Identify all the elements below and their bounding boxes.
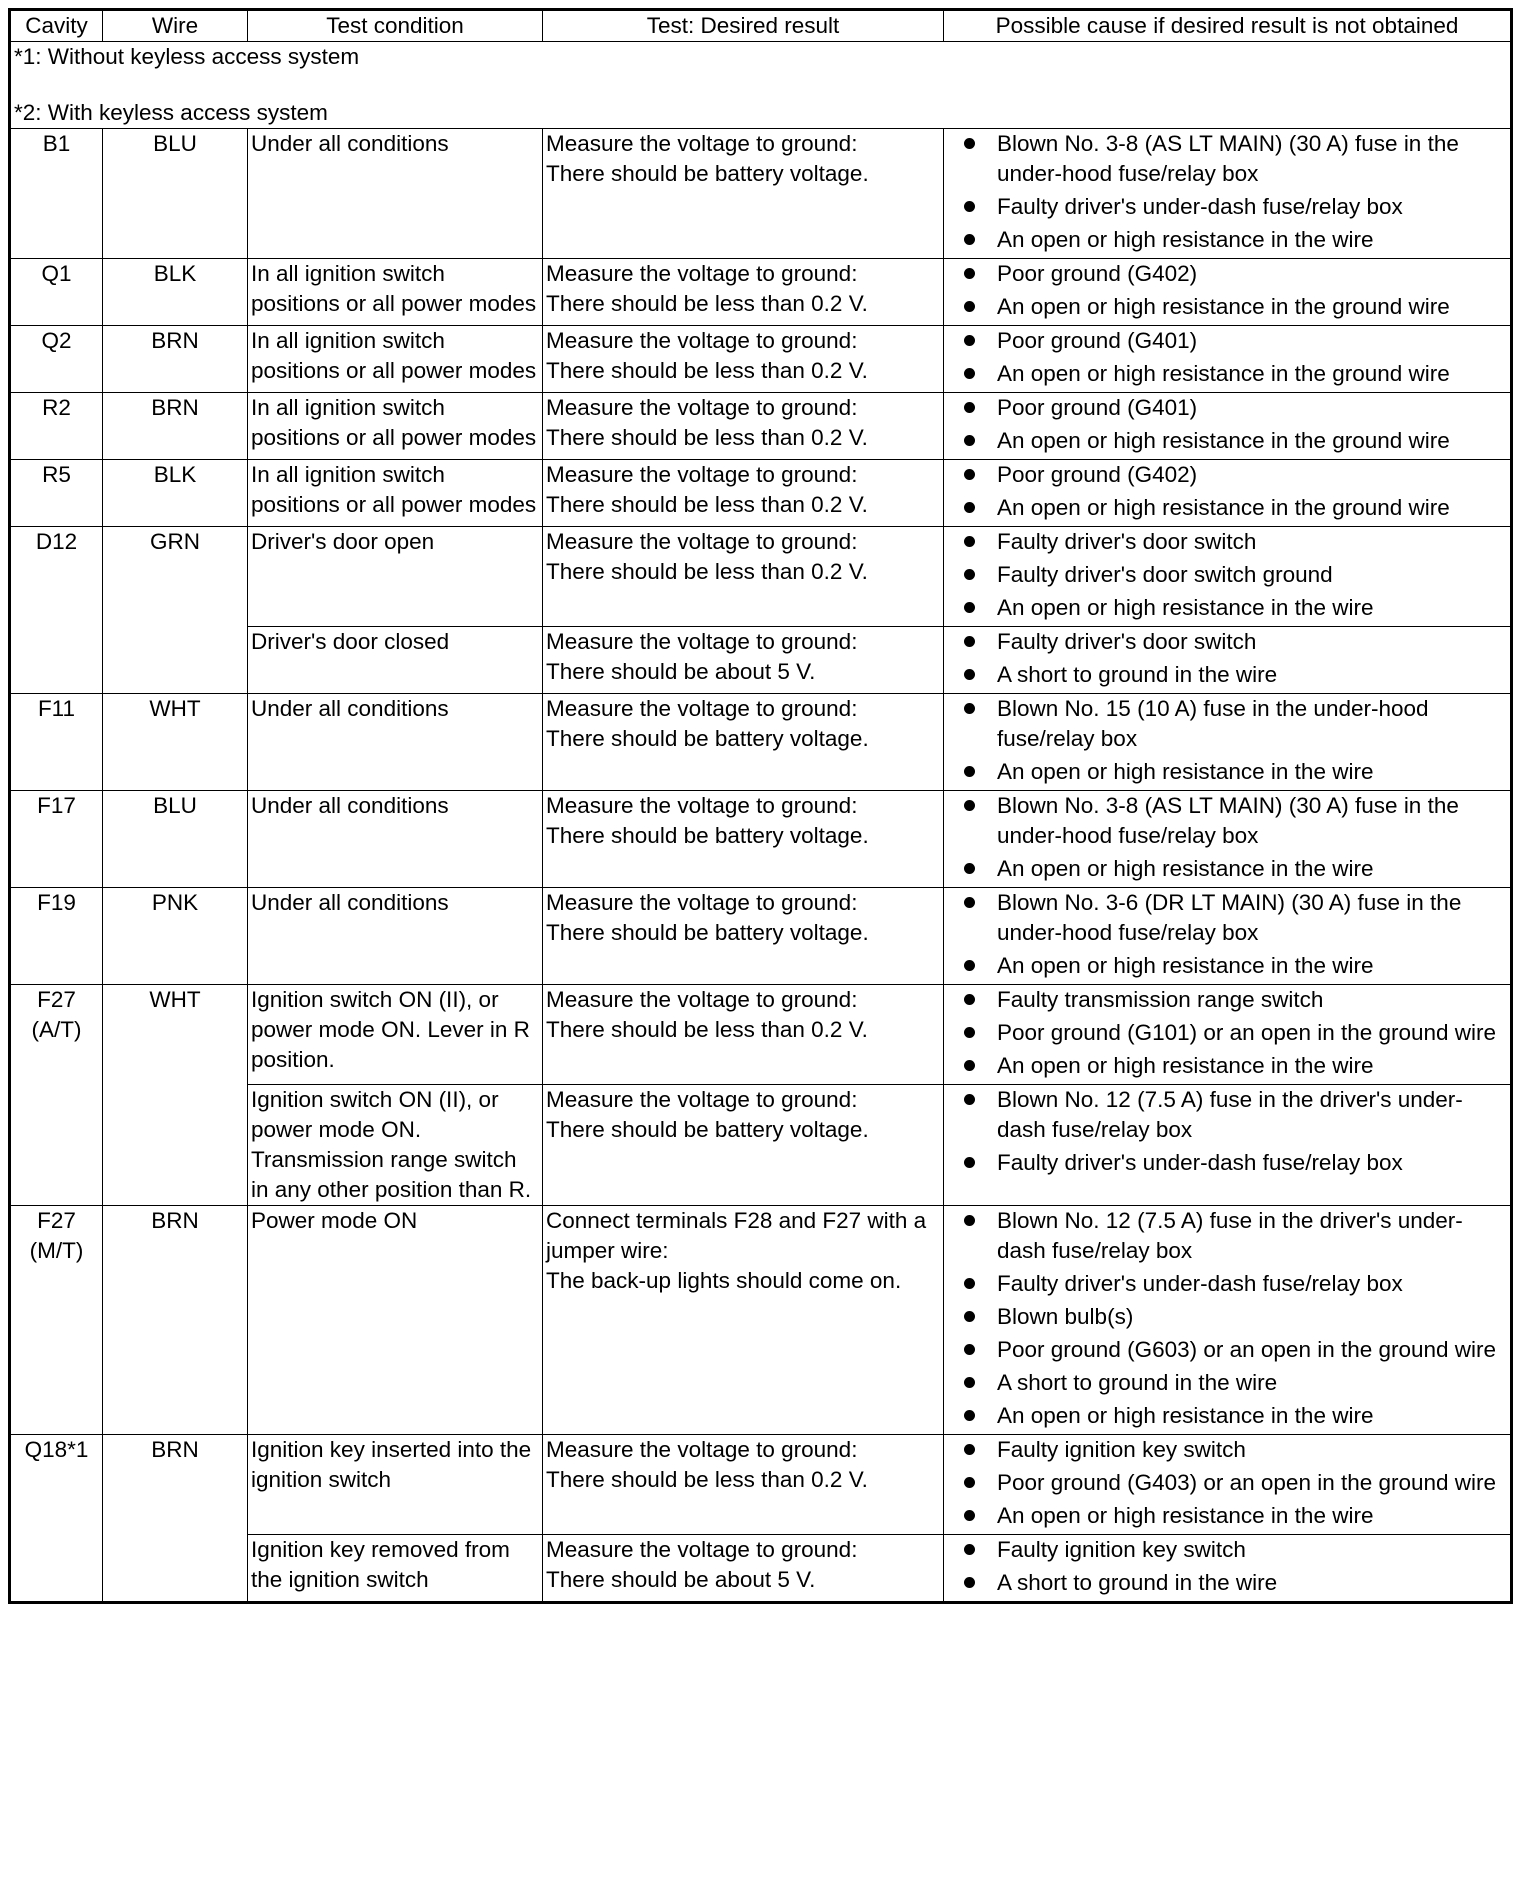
cause-item: Blown No. 15 (10 A) fuse in the under-hood fuse/relay box — [964, 694, 1507, 754]
table-row — [10, 888, 1512, 985]
cause-item: An open or high resistance in the wire — [964, 1051, 1507, 1081]
cause-item: An open or high resistance in the ground wire — [964, 292, 1507, 322]
desired-result-cell: Measure the voltage to ground: There should be less than 0.2 V. — [543, 985, 944, 1085]
cause-item: Blown No. 12 (7.5 A) fuse in the driver's under-dash fuse/relay box — [964, 1206, 1507, 1266]
cause-item: An open or high resistance in the wire — [964, 225, 1507, 255]
wire-cell: BLK — [103, 259, 248, 326]
wire-cell: BRN — [103, 1206, 248, 1435]
cause-item: An open or high resistance in the wire — [964, 757, 1507, 787]
cavity-cell: Q1 — [10, 259, 103, 326]
possible-cause-cell — [944, 791, 1512, 888]
cavity-cell: B1 — [10, 129, 103, 259]
test-condition-cell: Power mode ON — [248, 1206, 543, 1435]
document — [8, 8, 1510, 1604]
footnote-2: *2: With keyless access system — [14, 100, 328, 125]
cause-list — [947, 326, 1507, 389]
desired-result-cell: Measure the voltage to ground: There should be battery voltage. — [543, 791, 944, 888]
test-condition-cell: Ignition key removed from the ignition switch — [248, 1535, 543, 1603]
cause-item: Poor ground (G402) — [964, 460, 1507, 490]
table-row — [10, 527, 1512, 627]
cause-list — [947, 1535, 1507, 1598]
cavity-cell: Q18*1 — [10, 1435, 103, 1603]
desired-result-cell: Measure the voltage to ground: There should be less than 0.2 V. — [543, 326, 944, 393]
wire-cell: WHT — [103, 694, 248, 791]
cause-item: Faulty ignition key switch — [964, 1435, 1507, 1465]
possible-cause-cell — [944, 129, 1512, 259]
table-row — [10, 985, 1512, 1085]
possible-cause-cell — [944, 627, 1512, 694]
desired-result-cell: Measure the voltage to ground: There should be battery voltage. — [543, 129, 944, 259]
cause-item: Faulty driver's under-dash fuse/relay box — [964, 1269, 1507, 1299]
header-desired-result: Test: Desired result — [543, 10, 944, 42]
wire-cell: BLU — [103, 791, 248, 888]
header-cavity: Cavity — [10, 10, 103, 42]
wire-cell: BRN — [103, 393, 248, 460]
desired-result-cell: Measure the voltage to ground: There should be less than 0.2 V. — [543, 460, 944, 527]
cause-item: Faulty driver's door switch ground — [964, 560, 1507, 590]
cause-list — [947, 460, 1507, 523]
header-possible-cause: Possible cause if desired result is not obtained — [944, 10, 1512, 42]
desired-result-cell: Measure the voltage to ground: There should be less than 0.2 V. — [543, 393, 944, 460]
cause-list — [947, 1435, 1507, 1531]
table-row — [10, 694, 1512, 791]
possible-cause-cell — [944, 259, 1512, 326]
test-condition-cell: In all ignition switch positions or all power modes — [248, 393, 543, 460]
test-condition-cell: Under all conditions — [248, 129, 543, 259]
cavity-cell: Q2 — [10, 326, 103, 393]
cavity-cell: F11 — [10, 694, 103, 791]
cause-item: Poor ground (G402) — [964, 259, 1507, 289]
wire-cell: BLU — [103, 129, 248, 259]
test-condition-cell: Ignition switch ON (II), or power mode ON. Lever in R position. — [248, 985, 543, 1085]
cause-item: Faulty transmission range switch — [964, 985, 1507, 1015]
desired-result-cell: Measure the voltage to ground: There should be battery voltage. — [543, 1085, 944, 1206]
wire-cell: BRN — [103, 1435, 248, 1603]
cause-item: Faulty ignition key switch — [964, 1535, 1507, 1565]
test-condition-cell: In all ignition switch positions or all power modes — [248, 460, 543, 527]
possible-cause-cell — [944, 393, 1512, 460]
test-condition-cell: In all ignition switch positions or all power modes — [248, 259, 543, 326]
cause-list — [947, 888, 1507, 981]
possible-cause-cell — [944, 1535, 1512, 1603]
wire-cell: BRN — [103, 326, 248, 393]
test-condition-cell: Ignition switch ON (II), or power mode ON. Transmission range switch in any other position than R. — [248, 1085, 543, 1206]
cause-item: Blown bulb(s) — [964, 1302, 1507, 1332]
test-condition-cell: Under all conditions — [248, 791, 543, 888]
table-row — [10, 393, 1512, 460]
cause-list — [947, 129, 1507, 255]
cause-item: Faulty driver's door switch — [964, 627, 1507, 657]
cause-item: Poor ground (G401) — [964, 326, 1507, 356]
table-row — [10, 259, 1512, 326]
possible-cause-cell — [944, 1435, 1512, 1535]
table-row — [10, 460, 1512, 527]
test-condition-cell: Under all conditions — [248, 888, 543, 985]
possible-cause-cell — [944, 527, 1512, 627]
cause-item: Faulty driver's under-dash fuse/relay box — [964, 1148, 1507, 1178]
cause-item: Blown No. 3-6 (DR LT MAIN) (30 A) fuse in the under-hood fuse/relay box — [964, 888, 1507, 948]
desired-result-cell: Measure the voltage to ground: There should be battery voltage. — [543, 694, 944, 791]
cause-list — [947, 1085, 1507, 1178]
cause-item: A short to ground in the wire — [964, 660, 1507, 690]
cause-item: Blown No. 3-8 (AS LT MAIN) (30 A) fuse in the under-hood fuse/relay box — [964, 129, 1507, 189]
table-row — [10, 1435, 1512, 1535]
desired-result-cell: Measure the voltage to ground: There should be less than 0.2 V. — [543, 259, 944, 326]
cause-item: Blown No. 3-8 (AS LT MAIN) (30 A) fuse in the under-hood fuse/relay box — [964, 791, 1507, 851]
possible-cause-cell — [944, 985, 1512, 1085]
cause-item: An open or high resistance in the wire — [964, 1401, 1507, 1431]
test-condition-cell: In all ignition switch positions or all power modes — [248, 326, 543, 393]
possible-cause-cell — [944, 326, 1512, 393]
cavity-cell: F19 — [10, 888, 103, 985]
cavity-cell: D12 — [10, 527, 103, 694]
footnote-1: *1: Without keyless access system — [14, 44, 360, 69]
test-condition-cell: Ignition key inserted into the ignition switch — [248, 1435, 543, 1535]
cause-item: An open or high resistance in the ground wire — [964, 359, 1507, 389]
possible-cause-cell — [944, 888, 1512, 985]
possible-cause-cell — [944, 1085, 1512, 1206]
cause-list — [947, 694, 1507, 787]
desired-result-cell: Connect terminals F28 and F27 with a jumper wire: The back-up lights should come on. — [543, 1206, 944, 1435]
desired-result-cell: Measure the voltage to ground: There should be about 5 V. — [543, 1535, 944, 1603]
cause-item: An open or high resistance in the wire — [964, 1501, 1507, 1531]
cause-item: An open or high resistance in the ground wire — [964, 493, 1507, 523]
cause-item: An open or high resistance in the wire — [964, 593, 1507, 623]
header-row — [10, 10, 1512, 42]
desired-result-cell: Measure the voltage to ground: There should be battery voltage. — [543, 888, 944, 985]
cause-list — [947, 985, 1507, 1081]
desired-result-cell: Measure the voltage to ground: There should be less than 0.2 V. — [543, 1435, 944, 1535]
cavity-cell: R2 — [10, 393, 103, 460]
cause-list — [947, 393, 1507, 456]
wire-cell: PNK — [103, 888, 248, 985]
possible-cause-cell — [944, 694, 1512, 791]
cause-list — [947, 627, 1507, 690]
desired-result-cell: Measure the voltage to ground: There should be about 5 V. — [543, 627, 944, 694]
cause-item: Poor ground (G401) — [964, 393, 1507, 423]
test-condition-cell: Driver's door closed — [248, 627, 543, 694]
cause-item: A short to ground in the wire — [964, 1568, 1507, 1598]
wire-cell: BLK — [103, 460, 248, 527]
header-test-condition: Test condition — [248, 10, 543, 42]
cause-item: Poor ground (G603) or an open in the ground wire — [964, 1335, 1507, 1365]
table-row — [10, 791, 1512, 888]
cavity-cell: F17 — [10, 791, 103, 888]
wire-cell: WHT — [103, 985, 248, 1206]
cause-list — [947, 259, 1507, 322]
header-wire: Wire — [103, 10, 248, 42]
footnotes — [10, 42, 1512, 129]
cause-item: Faulty driver's door switch — [964, 527, 1507, 557]
table-row — [10, 129, 1512, 259]
cavity-cell: R5 — [10, 460, 103, 527]
cause-item: Faulty driver's under-dash fuse/relay box — [964, 192, 1507, 222]
wire-cell: GRN — [103, 527, 248, 694]
cause-item: Poor ground (G101) or an open in the ground wire — [964, 1018, 1507, 1048]
possible-cause-cell — [944, 460, 1512, 527]
cause-list — [947, 791, 1507, 884]
desired-result-cell: Measure the voltage to ground: There should be less than 0.2 V. — [543, 527, 944, 627]
notes-row — [10, 42, 1512, 129]
circuit-test-table — [8, 8, 1513, 1604]
cause-list — [947, 527, 1507, 623]
cause-item: An open or high resistance in the wire — [964, 854, 1507, 884]
cause-list — [947, 1206, 1507, 1431]
table-row — [10, 326, 1512, 393]
test-condition-cell: Driver's door open — [248, 527, 543, 627]
cause-item: Poor ground (G403) or an open in the ground wire — [964, 1468, 1507, 1498]
cause-item: Blown No. 12 (7.5 A) fuse in the driver's under-dash fuse/relay box — [964, 1085, 1507, 1145]
cause-item: A short to ground in the wire — [964, 1368, 1507, 1398]
cavity-cell: F27 (A/T) — [10, 985, 103, 1206]
possible-cause-cell — [944, 1206, 1512, 1435]
test-condition-cell: Under all conditions — [248, 694, 543, 791]
table-row — [10, 1206, 1512, 1435]
cavity-cell: F27 (M/T) — [10, 1206, 103, 1435]
cause-item: An open or high resistance in the ground wire — [964, 426, 1507, 456]
cause-item: An open or high resistance in the wire — [964, 951, 1507, 981]
